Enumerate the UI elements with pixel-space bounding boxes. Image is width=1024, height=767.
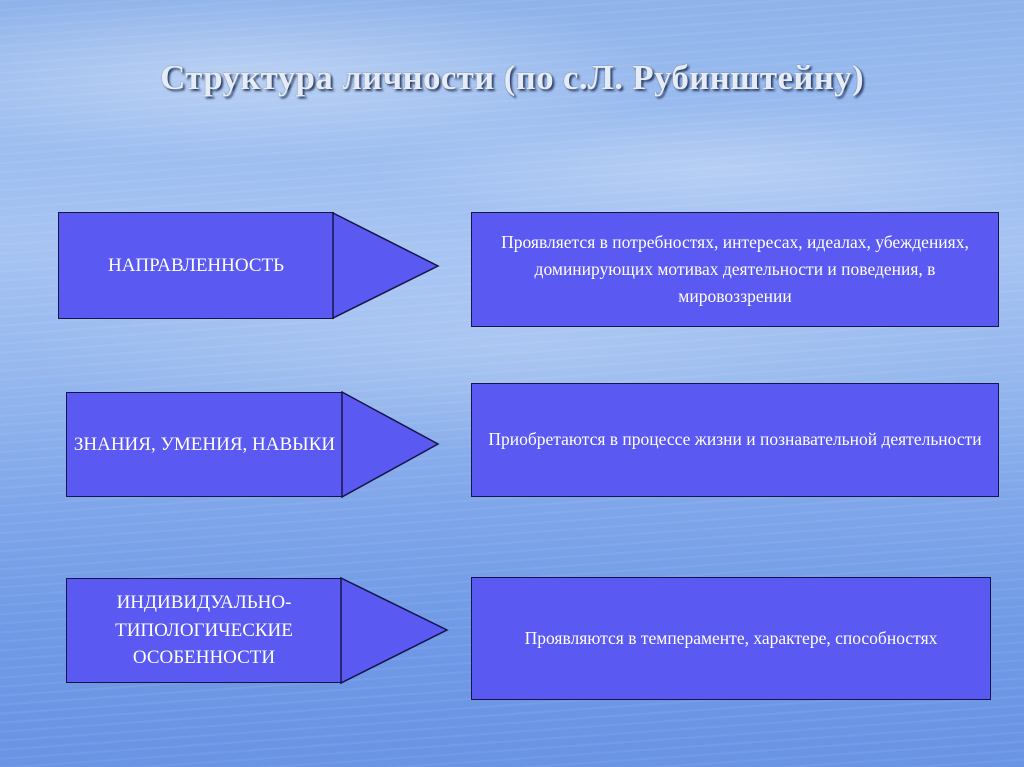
description-text-individual-traits: Проявляются в темпераменте, характере, способностях: [524, 627, 938, 648]
arrow-head-skills: [342, 392, 438, 497]
label-text-skills: ЗНАНИЯ, УМЕНИЯ, НАВЫКИ: [73, 433, 336, 455]
arrow-skills: [341, 391, 441, 499]
label-text-orientation: НАПРАВЛЕННОСТЬ: [107, 254, 285, 276]
description-text-orientation: Проявляется в потребностях, интересах, идеалах, убеждениях, доминирующих мотивах деятельности и поведения, в мировоззрении: [501, 231, 969, 307]
label-box-orientation: [58, 212, 334, 319]
description-text-skills: Приобретаются в процессе жизни и познавательной деятельности: [488, 429, 982, 450]
arrow-orientation: [332, 212, 442, 320]
description-box-skills: [471, 383, 999, 497]
description-box-individual-traits: [471, 577, 991, 700]
arrow-individual-traits: [340, 577, 450, 685]
label-box-skills: [66, 392, 343, 497]
arrow-head-orientation: [333, 213, 438, 318]
arrow-head-individual-traits: [341, 578, 447, 683]
label-box-individual-traits: [66, 578, 342, 683]
slide-title: Структура личности (по с.Л. Рубинштейну): [160, 58, 864, 97]
description-box-orientation: [471, 212, 999, 327]
label-text-individual-traits: ИНДИВИДУАЛЬНО-ТИПОЛОГИЧЕСКИЕ ОСОБЕННОСТИ: [115, 592, 293, 669]
